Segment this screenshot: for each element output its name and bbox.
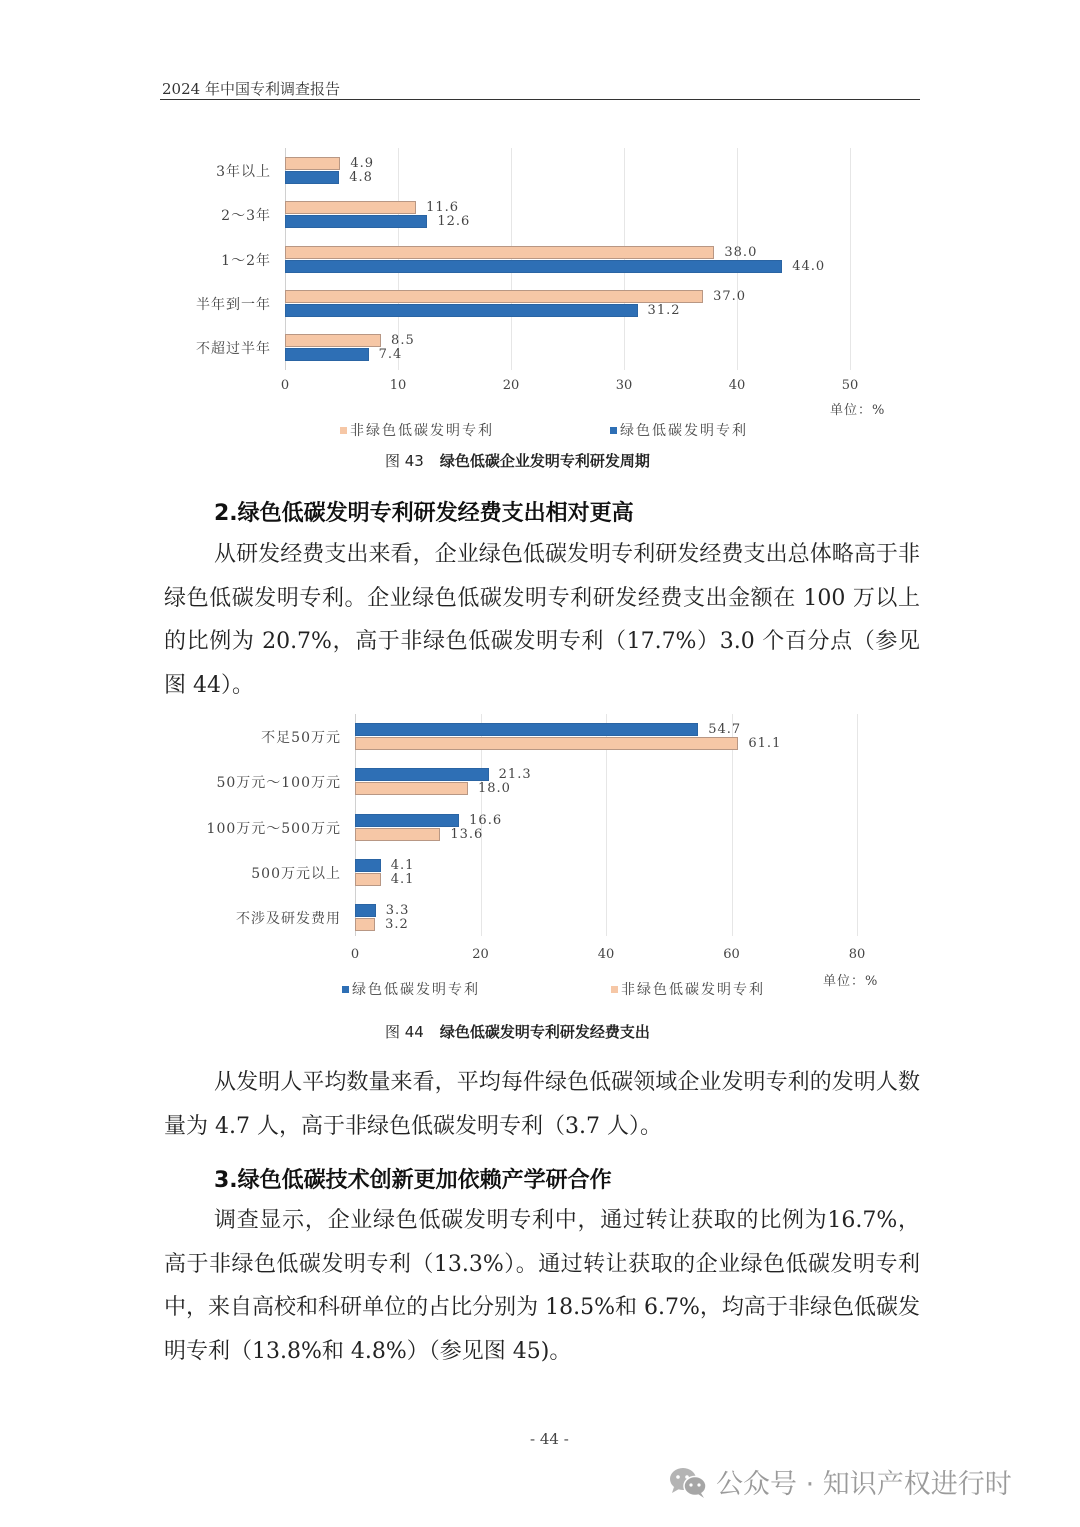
x-tick-label: 50 <box>841 378 859 393</box>
figure-caption <box>385 1021 650 1042</box>
bar-nongreen <box>355 782 468 795</box>
bar-value-label: 4.8 <box>349 170 373 185</box>
section-heading-3: 3.绿色低碳技术创新更加依赖产学研合作 <box>214 1168 612 1193</box>
paragraph-tech-transfer: 调查显示，企业绿色低碳发明专利中，通过转让获取的比例为16.7%，高于非绿色低碳发明专利（13.3%）。通过转让获取的企业绿色低碳发明专利中，来自高校和科研单位的占比分别为 18.5%和 6.7%，均高于非绿色低碳发明专利（13.8%和 4.8%）（参见图 45)。 <box>164 1208 920 1364</box>
section-heading-2: 2.绿色低碳发明专利研发经费支出相对更高 <box>214 501 634 526</box>
figure-title: 绿色低碳企业发明专利研发周期 <box>439 452 650 470</box>
watermark-text: 公众号 · 知识产权进行时 <box>716 1469 1012 1500</box>
x-tick-label: 0 <box>280 378 290 393</box>
wechat-icon <box>668 1465 708 1499</box>
category-label: 半年到一年 <box>196 296 271 313</box>
bar-value-label: 16.6 <box>469 812 503 828</box>
bar-value-label: 44.0 <box>792 258 826 274</box>
x-tick-label: 60 <box>723 947 740 962</box>
x-tick-label: 40 <box>597 947 615 962</box>
bar-value-label: 61.1 <box>748 736 782 751</box>
bar-value-label: 18.0 <box>477 781 511 797</box>
x-tick-label: 80 <box>848 947 866 962</box>
bar-nongreen <box>355 737 738 750</box>
bar-value-label: 21.3 <box>498 767 532 783</box>
legend-item-nongreen <box>611 979 765 999</box>
bar-value-label: 7.4 <box>378 347 403 363</box>
bar-value-label: 4.1 <box>390 871 415 887</box>
paragraph-inventors: 从发明人平均数量来看，平均每件绿色低碳领域企业发明专利的发明人数量为 4.7 人，高于非绿色低碳发明专利（3.7 人）。 <box>164 1070 920 1139</box>
x-tick-label: 0 <box>350 947 360 962</box>
category-label: 2～3年 <box>221 208 271 225</box>
category-label: 不超过半年 <box>196 341 271 358</box>
legend-label: 非绿色低碳发明专利 <box>621 982 765 998</box>
bar-value-label: 31.2 <box>647 302 681 318</box>
bar-value-label: 4.9 <box>350 156 375 171</box>
bar-green <box>355 723 698 736</box>
x-tick-label: 20 <box>472 947 489 962</box>
category-label: 1～2年 <box>221 252 271 269</box>
legend-label: 绿色低碳发明专利 <box>352 982 480 998</box>
bar-value-label: 3.3 <box>385 903 410 919</box>
bar-value-label: 12.6 <box>437 214 471 230</box>
bar-value-label: 54.7 <box>708 722 742 737</box>
figure-number: 图 44 <box>385 1023 424 1041</box>
watermark <box>668 1462 1012 1501</box>
category-label: 500万元以上 <box>251 865 341 882</box>
bar-value-label: 4.1 <box>390 857 415 873</box>
x-tick-label: 30 <box>615 378 633 393</box>
bar-green <box>355 768 489 781</box>
category-label: 不涉及研发费用 <box>236 911 341 928</box>
unit-label: 单位：% <box>830 403 886 418</box>
x-tick-label: 20 <box>502 378 520 393</box>
bar-value-label: 3.2 <box>385 917 409 933</box>
bar-green <box>355 859 381 872</box>
bar-value-label: 37.0 <box>713 288 747 304</box>
bar-value-label: 8.5 <box>391 333 415 349</box>
category-label: 50万元～100万元 <box>216 775 341 792</box>
unit-label: 单位：% <box>823 974 879 989</box>
legend-label: 绿色低碳发明专利 <box>620 423 748 439</box>
bar-value-label: 38.0 <box>724 244 758 260</box>
legend-label: 非绿色低碳发明专利 <box>350 423 494 439</box>
category-label: 100万元～500万元 <box>206 820 341 837</box>
legend-swatch-icon <box>611 986 618 993</box>
legend-swatch-icon <box>342 986 349 993</box>
running-header: 2024 年中国专利调查报告 <box>162 80 340 98</box>
bar-nongreen <box>355 918 375 931</box>
category-label: 3年以上 <box>216 164 271 180</box>
x-tick-label: 40 <box>728 378 746 393</box>
plot-area <box>355 714 875 936</box>
bar-green <box>355 904 376 917</box>
x-tick-label: 10 <box>389 378 407 393</box>
paragraph-rd-expense: 从研发经费支出来看，企业绿色低碳发明专利研发经费支出总体略高于非绿色低碳发明专利。企业绿色低碳发明专利研发经费支出金额在 100 万以上的比例为 20.7%，高于非绿色低碳发明专利（17.7%）3.0 个百分点（参见图 44）。 <box>164 542 920 698</box>
bar-green <box>355 814 459 827</box>
figure-number: 图 43 <box>385 452 424 470</box>
bar-value-label: 11.6 <box>426 200 460 216</box>
gridline <box>857 714 858 936</box>
bar-nongreen <box>355 828 440 841</box>
bar-nongreen <box>355 873 381 886</box>
bar-value-label: 13.6 <box>450 826 484 842</box>
category-label: 不足50万元 <box>261 730 341 746</box>
figure-title: 绿色低碳发明专利研发经费支出 <box>439 1023 650 1041</box>
legend-item-green <box>342 979 480 999</box>
page-number: - 44 - <box>530 1430 569 1448</box>
